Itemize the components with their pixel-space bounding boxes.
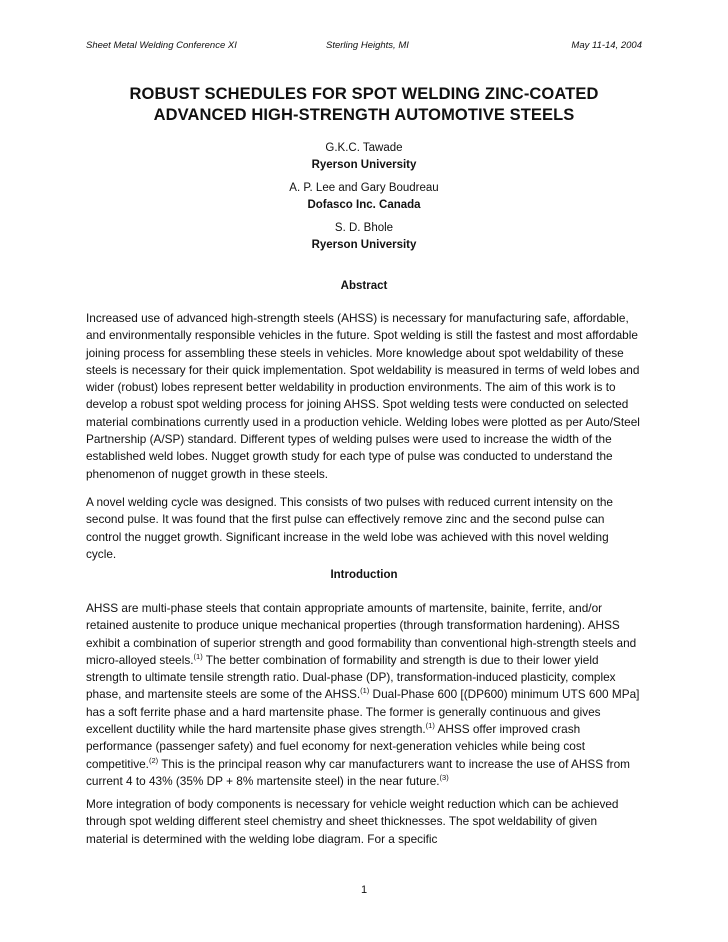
citation-ref: (2): [148, 755, 159, 765]
header-date: May 11-14, 2004: [571, 40, 642, 51]
citation-ref: (1): [425, 721, 435, 731]
citation-ref: (3): [439, 772, 449, 782]
title-line-1: ROBUST SCHEDULES FOR SPOT WELDING ZINC-COATED: [129, 85, 599, 103]
abstract-paragraph-2: A novel welding cycle was designed. This consists of two pulses with reduced current intensity on the second pulse. It was found that the first pulse can effectively remove zinc and the second pulse can control the nugget growth. Significant increase in the weld lobe was achieved with this novel welding cycle.: [86, 495, 613, 561]
page-number: 1: [360, 884, 368, 896]
citation-ref: (1): [193, 651, 203, 661]
citation-ref: (1): [360, 686, 370, 696]
abstract-paragraph-1: Increased use of advanced high-strength steels (AHSS) is necessary for manufacturing safe, affordable, and environmentally responsible vehicles in the future. Spot welding is still the fastest and most affordable joining process for assembling these steels in vehicles. More knowledge about spot weldability of these steels is necessary for their quick implementation. Spot weldability is measured in terms of weld lobes and wider (robust) lobes represent better weldability in production environments. The aim of this work is to develop a robust spot welding process for joining AHSS. Spot welding tests were conducted on selected material combinations currently used in a production vehicle. Welding lobes were plotted as per Auto/Steel Partnership (A/SP) standard. Different types of welding pulses were used to increase the width of the established weld lobes. Nugget growth study for each type of pulse was conducted to understand the phenomenon of nugget growth in these steels.: [86, 311, 640, 481]
header-location: Sterling Heights, MI: [326, 40, 409, 51]
abstract-heading: Abstract: [340, 280, 388, 292]
author-name: G.K.C. Tawade: [325, 142, 403, 154]
introduction-paragraph-2: More integration of body components is necessary for vehicle weight reduction which can be achieved through spot welding different steel chemistry and sheet thicknesses. The spot weldability of given material is determined with the welding lobe diagram. For a specific: [86, 797, 619, 846]
running-header: [86, 40, 642, 54]
intro-text: This is the principal reason why car manufacturers want to increase the use of AHSS from current 4 to 43% (35% DP + 8% martensite steel) in the near future.: [86, 756, 631, 788]
author-name: A. P. Lee and Gary Boudreau: [289, 182, 439, 194]
intro-text: AHSS are multi-phase steels that contain appropriate amounts of martensite, bainite, ferrite, and/or retained austenite to produce unique mechanical properties (through transformation hardening). AHSS exhibit a combination of superior strength and good formability than conventional high-strength steels and micro-alloyed steels.: [86, 601, 637, 667]
header-conference: Sheet Metal Welding Conference XI: [86, 40, 237, 51]
author-name: S. D. Bhole: [334, 222, 394, 234]
author-block: [86, 220, 642, 253]
author-list: [86, 140, 642, 260]
intro-text: AHSS offer improved crash performance (passenger safety) and fuel economy for next-generation vehicles while being cost competitive.: [86, 722, 586, 771]
intro-text: The better combination of formability and strength is due to their lower yield strength to ultimate tensile strength ratio. Dual-phase (DP), transformation-induced plasticity, complex phase, and martensite steels are some of the AHSS.: [86, 652, 616, 702]
author-affiliation: Ryerson University: [311, 238, 417, 251]
intro-text: Dual-Phase 600 [(DP600) minimum UTS 600 MPa] has a soft ferrite phase and a hard martensite phase. The former is generally continuous and gives excellent ductility while the hard martensite phase gives strength.: [86, 687, 640, 737]
author-affiliation: Dofasco Inc. Canada: [307, 198, 421, 211]
author-affiliation: Ryerson University: [311, 158, 417, 171]
author-block: [86, 140, 642, 173]
introduction-heading: Introduction: [330, 569, 398, 581]
paper-title: [86, 84, 642, 126]
author-block: [86, 180, 642, 213]
title-line-2: ADVANCED HIGH-STRENGTH AUTOMOTIVE STEELS: [153, 106, 575, 124]
introduction-paragraph-1: [86, 600, 642, 790]
